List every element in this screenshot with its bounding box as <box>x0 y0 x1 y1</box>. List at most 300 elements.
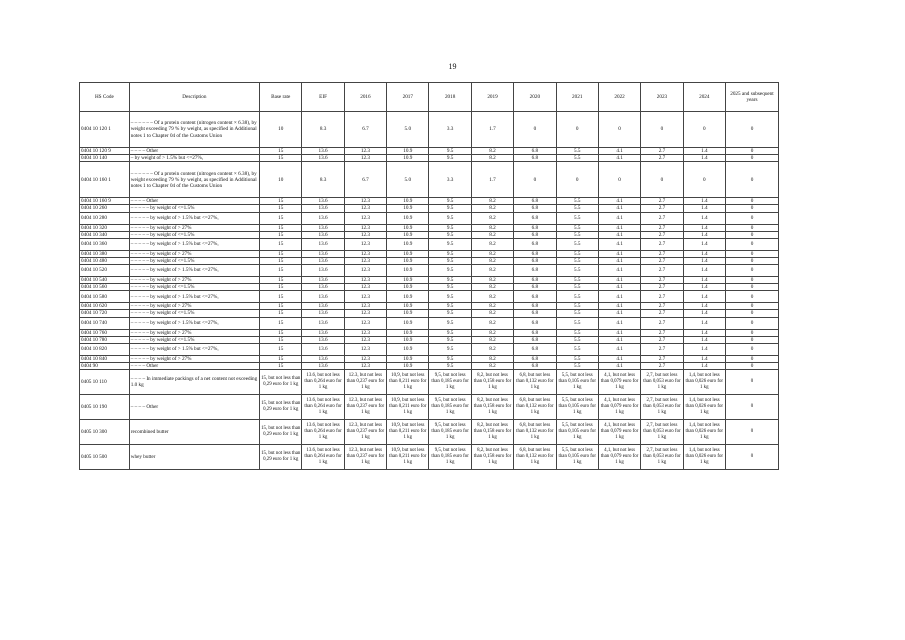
rate-cell: 10.9 <box>387 212 429 224</box>
rate-cell: 4.1 <box>598 148 640 155</box>
hs-code-cell: 0404 10 140 <box>80 155 130 162</box>
rate-cell: 6.7 <box>344 112 386 148</box>
rate-cell: 12.3 <box>344 238 386 250</box>
rate-cell: 8.2 <box>471 355 513 362</box>
rate-cell: 1.4 <box>683 303 725 310</box>
table-row <box>80 257 779 264</box>
rate-cell: 5.5 <box>556 303 598 310</box>
rate-cell: 12.3 <box>344 284 386 291</box>
rate-cell: 2.7 <box>641 238 683 250</box>
rate-cell: 1,4, but not less than 0,026 euro for 1 kg <box>683 445 725 470</box>
table-row <box>80 362 779 369</box>
rate-cell: 13.6 <box>302 291 344 303</box>
rate-cell: 0 <box>725 277 778 284</box>
table-row <box>80 395 779 420</box>
rate-cell: 13.6 <box>302 336 344 343</box>
rate-cell: 2.7 <box>641 355 683 362</box>
rate-cell: 8,2, but not less than 0,158 euro for 1 kg <box>471 445 513 470</box>
description-cell: – – – – – by weight of <=1.5% <box>129 310 259 317</box>
rate-cell: 15, but not less than 0,29 euro for 1 kg <box>260 370 302 395</box>
rate-cell: 15 <box>260 343 302 355</box>
rate-cell: 6.8 <box>514 343 556 355</box>
rate-cell: 13.6 <box>302 303 344 310</box>
rate-cell: 5.5 <box>556 336 598 343</box>
description-cell: – – – – – by weight of > 1.5% but <=27%, <box>129 212 259 224</box>
table-row <box>80 162 779 198</box>
rate-cell: 4.1 <box>598 343 640 355</box>
table-row <box>80 212 779 224</box>
rate-cell: 0 <box>725 112 778 148</box>
rate-cell: 13.6, but not less than 0,264 euro for 1 kg <box>302 370 344 395</box>
rate-cell: 13.6 <box>302 148 344 155</box>
rate-cell: 6.8 <box>514 238 556 250</box>
description-cell: whey butter <box>129 445 259 470</box>
rate-cell: 0 <box>514 162 556 198</box>
hs-code-cell: 0404 10 740 <box>80 317 130 329</box>
rate-cell: 13.6 <box>302 310 344 317</box>
rate-cell: 9.5 <box>429 284 471 291</box>
rate-cell: 1.4 <box>683 336 725 343</box>
column-header: HS Code <box>80 83 130 112</box>
table-row <box>80 355 779 362</box>
rate-cell: 4.1 <box>598 224 640 231</box>
rate-cell: 4.1 <box>598 277 640 284</box>
rate-cell: 5.5 <box>556 317 598 329</box>
rate-cell: 10.9 <box>387 257 429 264</box>
rate-cell: 10.9 <box>387 284 429 291</box>
rate-cell: 2.7 <box>641 231 683 238</box>
rate-cell: 15 <box>260 291 302 303</box>
rate-cell: 0 <box>725 310 778 317</box>
rate-cell: 8.2 <box>471 303 513 310</box>
rate-cell: 2.7 <box>641 284 683 291</box>
rate-cell: 2.7 <box>641 343 683 355</box>
rate-cell: 12.3 <box>344 231 386 238</box>
table-row <box>80 370 779 395</box>
description-cell: – – – – – by weight of <=1.5% <box>129 284 259 291</box>
description-cell: – – – – – by weight of > 27% <box>129 329 259 336</box>
rate-cell: 9,5, but not less than 0,185 euro for 1 kg <box>429 420 471 445</box>
table-row <box>80 112 779 148</box>
rate-cell: 10,9, but not less than 0,211 euro for 1 kg <box>387 395 429 420</box>
rate-cell: 8.2 <box>471 329 513 336</box>
rate-cell: 5.5 <box>556 212 598 224</box>
column-header: Base rate <box>260 83 302 112</box>
rate-cell: 13.6 <box>302 155 344 162</box>
rate-cell: 6.8 <box>514 362 556 369</box>
table-row <box>80 445 779 470</box>
rate-cell: 5.5 <box>556 155 598 162</box>
rate-cell: 10.9 <box>387 310 429 317</box>
rate-cell: 10.9 <box>387 355 429 362</box>
rate-cell: 5.5 <box>556 238 598 250</box>
column-header: Description <box>129 83 259 112</box>
rate-cell: 9.5 <box>429 224 471 231</box>
rate-cell: 12.3 <box>344 317 386 329</box>
rate-cell: 2.7 <box>641 205 683 212</box>
rate-cell: 4.1 <box>598 284 640 291</box>
rate-cell: 0 <box>725 291 778 303</box>
page-number: 19 <box>448 62 457 71</box>
rate-cell: 4.1 <box>598 155 640 162</box>
hs-code-cell: 0404 10 280 <box>80 212 130 224</box>
table-row <box>80 231 779 238</box>
rate-cell: 15, but not less than 0,29 euro for 1 kg <box>260 395 302 420</box>
rate-cell: 9.5 <box>429 238 471 250</box>
rate-cell: 15 <box>260 329 302 336</box>
rate-cell: 10.9 <box>387 362 429 369</box>
rate-cell: 15 <box>260 212 302 224</box>
rate-cell: 9.5 <box>429 310 471 317</box>
rate-cell: 6.8 <box>514 250 556 257</box>
rate-cell: 15 <box>260 277 302 284</box>
tariff-schedule-table <box>79 82 779 470</box>
rate-cell: 2.7 <box>641 148 683 155</box>
rate-cell: 9.5 <box>429 291 471 303</box>
rate-cell: 1.4 <box>683 343 725 355</box>
rate-cell: 10.9 <box>387 317 429 329</box>
rate-cell: 0 <box>725 445 778 470</box>
rate-cell: 5.5 <box>556 355 598 362</box>
rate-cell: 2,7, but not less than 0,053 euro for 1 kg <box>641 395 683 420</box>
rate-cell: 15 <box>260 231 302 238</box>
rate-cell: 9,5, but not less than 0,185 euro for 1 kg <box>429 370 471 395</box>
rate-cell: 5.5 <box>556 198 598 205</box>
rate-cell: 9.5 <box>429 329 471 336</box>
rate-cell: 15, but not less than 0,29 euro for 1 kg <box>260 420 302 445</box>
rate-cell: 2.7 <box>641 362 683 369</box>
rate-cell: 6.8 <box>514 257 556 264</box>
rate-cell: 6,8, but not less than 0,132 euro for 1 kg <box>514 445 556 470</box>
column-header: 2016 <box>344 83 386 112</box>
rate-cell: 9.5 <box>429 343 471 355</box>
rate-cell: 9.5 <box>429 303 471 310</box>
table-row <box>80 329 779 336</box>
description-cell: recombined butter <box>129 420 259 445</box>
rate-cell: 13.6 <box>302 205 344 212</box>
rate-cell: 0 <box>556 162 598 198</box>
rate-cell: 13.6 <box>302 212 344 224</box>
rate-cell: 8.2 <box>471 257 513 264</box>
rate-cell: 12.3 <box>344 277 386 284</box>
rate-cell: 6.8 <box>514 265 556 277</box>
rate-cell: 1.4 <box>683 310 725 317</box>
rate-cell: 2.7 <box>641 265 683 277</box>
rate-cell: 0 <box>598 112 640 148</box>
rate-cell: 1.4 <box>683 205 725 212</box>
hs-code-cell: 0404 10 320 <box>80 224 130 231</box>
description-cell: – – – – – by weight of <=1.5% <box>129 205 259 212</box>
rate-cell: 0 <box>725 336 778 343</box>
column-header: 2022 <box>598 83 640 112</box>
description-cell: – – – – – – Of a protein content (nitrogen content × 6.38), by weight exceeding 79 % by weight, as specified in Additional notes 1 to Chapter 04 of the Customs Union <box>129 112 259 148</box>
rate-cell: 13.6, but not less than 0,264 euro for 1 kg <box>302 395 344 420</box>
rate-cell: 5.5 <box>556 265 598 277</box>
rate-cell: 6.8 <box>514 205 556 212</box>
rate-cell: 12.3 <box>344 155 386 162</box>
description-cell: – – – – – by weight of > 27% <box>129 250 259 257</box>
rate-cell: 1.4 <box>683 284 725 291</box>
rate-cell: 10 <box>260 162 302 198</box>
rate-cell: 13.6 <box>302 317 344 329</box>
rate-cell: 13.6 <box>302 355 344 362</box>
rate-cell: 9.5 <box>429 212 471 224</box>
rate-cell: 4.1 <box>598 238 640 250</box>
rate-cell: 4.1 <box>598 291 640 303</box>
hs-code-cell: 0405 10 110 <box>80 370 130 395</box>
rate-cell: 9.5 <box>429 148 471 155</box>
rate-cell: 13.6 <box>302 329 344 336</box>
hs-code-cell: 0404 10 480 <box>80 257 130 264</box>
rate-cell: 0 <box>725 198 778 205</box>
rate-cell: 1.4 <box>683 257 725 264</box>
table-row <box>80 317 779 329</box>
rate-cell: 13.6, but not less than 0,264 euro for 1 kg <box>302 420 344 445</box>
table-row <box>80 310 779 317</box>
rate-cell: 12.3 <box>344 291 386 303</box>
rate-cell: 5.5 <box>556 231 598 238</box>
rate-cell: 12.3 <box>344 198 386 205</box>
description-cell: – – – – – by weight of > 27% <box>129 355 259 362</box>
rate-cell: 12.3 <box>344 303 386 310</box>
rate-cell: 9.5 <box>429 205 471 212</box>
rate-cell: 8.2 <box>471 291 513 303</box>
rate-cell: 13.6, but not less than 0,264 euro for 1 kg <box>302 445 344 470</box>
column-header: 2017 <box>387 83 429 112</box>
rate-cell: 1.7 <box>471 162 513 198</box>
rate-cell: 1.4 <box>683 277 725 284</box>
rate-cell: 8,2, but not less than 0,158 euro for 1 kg <box>471 370 513 395</box>
rate-cell: 4,1, but not less than 0,079 euro for 1 kg <box>598 445 640 470</box>
rate-cell: 8,2, but not less than 0,158 euro for 1 kg <box>471 395 513 420</box>
hs-code-cell: 0404 10 720 <box>80 310 130 317</box>
rate-cell: 15 <box>260 284 302 291</box>
rate-cell: 1,4, but not less than 0,026 euro for 1 kg <box>683 395 725 420</box>
rate-cell: 0 <box>725 238 778 250</box>
rate-cell: 12.3 <box>344 224 386 231</box>
rate-cell: 5,5, but not less than 0,105 euro for 1 kg <box>556 370 598 395</box>
rate-cell: 12.3, but not less than 0,237 euro for 1 kg <box>344 370 386 395</box>
rate-cell: 0 <box>725 355 778 362</box>
rate-cell: 8.2 <box>471 250 513 257</box>
rate-cell: 0 <box>725 224 778 231</box>
description-cell: – – – – – – Of a protein content (nitrogen content × 6.38), by weight exceeding 79 % by weight, as specified in Additional notes 1 to Chapter 04 of the Customs Union <box>129 162 259 198</box>
rate-cell: 10.9 <box>387 336 429 343</box>
rate-cell: 2,7, but not less than 0,053 euro for 1 kg <box>641 370 683 395</box>
table-row <box>80 250 779 257</box>
description-cell: – – – – – by weight of > 27% <box>129 303 259 310</box>
description-cell: – – – – Other <box>129 395 259 420</box>
rate-cell: 12.3 <box>344 329 386 336</box>
rate-cell: 5.5 <box>556 310 598 317</box>
rate-cell: 10.9 <box>387 329 429 336</box>
rate-cell: 6.7 <box>344 162 386 198</box>
rate-cell: 8.2 <box>471 310 513 317</box>
column-header: 2020 <box>514 83 556 112</box>
description-cell: – – – – – by weight of > 1.5% but <=27%, <box>129 317 259 329</box>
rate-cell: 15 <box>260 317 302 329</box>
rate-cell: 6.8 <box>514 155 556 162</box>
rate-cell: 10.9 <box>387 250 429 257</box>
rate-cell: 13.6 <box>302 224 344 231</box>
rate-cell: 3.3 <box>429 112 471 148</box>
rate-cell: 0 <box>641 112 683 148</box>
table-row <box>80 205 779 212</box>
column-header: EIF <box>302 83 344 112</box>
rate-cell: 0 <box>598 162 640 198</box>
rate-cell: 2.7 <box>641 224 683 231</box>
rate-cell: 15, but not less than 0,29 euro for 1 kg <box>260 445 302 470</box>
rate-cell: 0 <box>725 257 778 264</box>
rate-cell: 5.5 <box>556 362 598 369</box>
rate-cell: 12.3, but not less than 0,237 euro for 1 kg <box>344 445 386 470</box>
rate-cell: 2.7 <box>641 310 683 317</box>
rate-cell: 0 <box>725 362 778 369</box>
rate-cell: 5.5 <box>556 329 598 336</box>
rate-cell: 15 <box>260 238 302 250</box>
rate-cell: 9.5 <box>429 317 471 329</box>
rate-cell: 6.8 <box>514 317 556 329</box>
rate-cell: 6.8 <box>514 329 556 336</box>
rate-cell: 12.3 <box>344 148 386 155</box>
rate-cell: 0 <box>725 231 778 238</box>
rate-cell: 12.3 <box>344 310 386 317</box>
rate-cell: 9.5 <box>429 231 471 238</box>
description-cell: – – – – In immediate packings of a net content not exceeding 1.0 kg <box>129 370 259 395</box>
rate-cell: 8.2 <box>471 205 513 212</box>
hs-code-cell: 0404 10 160 9 <box>80 198 130 205</box>
rate-cell: 0 <box>725 155 778 162</box>
rate-cell: 8.2 <box>471 362 513 369</box>
table-row <box>80 224 779 231</box>
rate-cell: 4.1 <box>598 336 640 343</box>
rate-cell: 10.9 <box>387 238 429 250</box>
rate-cell: 12.3 <box>344 336 386 343</box>
rate-cell: 2.7 <box>641 317 683 329</box>
rate-cell: 2.7 <box>641 329 683 336</box>
rate-cell: 9.5 <box>429 257 471 264</box>
hs-code-cell: 0404 10 620 <box>80 303 130 310</box>
description-cell: – – – – – by weight of <=1.5% <box>129 231 259 238</box>
rate-cell: 10.9 <box>387 277 429 284</box>
table-row <box>80 198 779 205</box>
rate-cell: 6.8 <box>514 310 556 317</box>
rate-cell: 15 <box>260 250 302 257</box>
column-header: 2021 <box>556 83 598 112</box>
hs-code-cell: 0404 10 840 <box>80 355 130 362</box>
rate-cell: 6,8, but not less than 0,132 euro for 1 kg <box>514 420 556 445</box>
rate-cell: 10,9, but not less than 0,211 euro for 1 kg <box>387 420 429 445</box>
rate-cell: 5.5 <box>556 148 598 155</box>
rate-cell: 0 <box>556 112 598 148</box>
table-row <box>80 277 779 284</box>
description-cell: – – – – – by weight of > 27% <box>129 224 259 231</box>
rate-cell: 2.7 <box>641 291 683 303</box>
rate-cell: 5,5, but not less than 0,105 euro for 1 kg <box>556 445 598 470</box>
description-cell: – – – – Other <box>129 362 259 369</box>
rate-cell: 0 <box>683 162 725 198</box>
rate-cell: 0 <box>725 212 778 224</box>
description-cell: – – – – – by weight of > 1.5% but <=27%, <box>129 238 259 250</box>
rate-cell: 10.9 <box>387 303 429 310</box>
rate-cell: 10.9 <box>387 198 429 205</box>
rate-cell: 12.3 <box>344 265 386 277</box>
table-row <box>80 420 779 445</box>
rate-cell: 8.2 <box>471 212 513 224</box>
rate-cell: 4.1 <box>598 257 640 264</box>
rate-cell: 6,8, but not less than 0,132 euro for 1 kg <box>514 370 556 395</box>
table-row <box>80 284 779 291</box>
rate-cell: 5.0 <box>387 112 429 148</box>
rate-cell: 4.1 <box>598 265 640 277</box>
rate-cell: 0 <box>725 370 778 395</box>
rate-cell: 0 <box>725 317 778 329</box>
rate-cell: 4.1 <box>598 329 640 336</box>
description-cell: – – – – Other <box>129 148 259 155</box>
rate-cell: 10.9 <box>387 224 429 231</box>
description-cell: – – – – Other <box>129 198 259 205</box>
rate-cell: 4,1, but not less than 0,079 euro for 1 kg <box>598 420 640 445</box>
rate-cell: 4.1 <box>598 250 640 257</box>
hs-code-cell: 0404 10 540 <box>80 277 130 284</box>
rate-cell: 9.5 <box>429 277 471 284</box>
rate-cell: 8.3 <box>302 112 344 148</box>
rate-cell: 0 <box>725 284 778 291</box>
rate-cell: 6.8 <box>514 291 556 303</box>
rate-cell: 5,5, but not less than 0,105 euro for 1 kg <box>556 395 598 420</box>
rate-cell: 12.3 <box>344 205 386 212</box>
rate-cell: 0 <box>725 148 778 155</box>
rate-cell: 10.9 <box>387 155 429 162</box>
table-row <box>80 238 779 250</box>
rate-cell: 15 <box>260 310 302 317</box>
column-header: 2018 <box>429 83 471 112</box>
hs-code-cell: 0404 10 760 <box>80 329 130 336</box>
rate-cell: 4.1 <box>598 303 640 310</box>
rate-cell: 4.1 <box>598 205 640 212</box>
hs-code-cell: 0404 10 160 1 <box>80 162 130 198</box>
rate-cell: 6.8 <box>514 212 556 224</box>
rate-cell: 9.5 <box>429 198 471 205</box>
rate-cell: 8.2 <box>471 238 513 250</box>
rate-cell: 9,5, but not less than 0,185 euro for 1 kg <box>429 445 471 470</box>
rate-cell: 1.4 <box>683 224 725 231</box>
description-cell: – – – – – by weight of > 1.5% but <=27%, <box>129 265 259 277</box>
hs-code-cell: 0404 10 380 <box>80 250 130 257</box>
rate-cell: 6.8 <box>514 224 556 231</box>
rate-cell: 2.7 <box>641 336 683 343</box>
hs-code-cell: 0404 10 780 <box>80 336 130 343</box>
rate-cell: 4.1 <box>598 355 640 362</box>
hs-code-cell: 0404 10 560 <box>80 284 130 291</box>
rate-cell: 10.9 <box>387 148 429 155</box>
rate-cell: 4.1 <box>598 198 640 205</box>
rate-cell: 8.2 <box>471 284 513 291</box>
rate-cell: 0 <box>725 250 778 257</box>
rate-cell: 15 <box>260 257 302 264</box>
rate-cell: 13.6 <box>302 277 344 284</box>
rate-cell: 4.1 <box>598 317 640 329</box>
rate-cell: 6,8, but not less than 0,132 euro for 1 kg <box>514 395 556 420</box>
rate-cell: 10 <box>260 112 302 148</box>
description-cell: – by weight of > 1.5% but <=27%, <box>129 155 259 162</box>
rate-cell: 13.6 <box>302 231 344 238</box>
column-header: 2024 <box>683 83 725 112</box>
rate-cell: 15 <box>260 224 302 231</box>
rate-cell: 8,2, but not less than 0,158 euro for 1 kg <box>471 420 513 445</box>
rate-cell: 13.6 <box>302 284 344 291</box>
rate-cell: 5.5 <box>556 343 598 355</box>
